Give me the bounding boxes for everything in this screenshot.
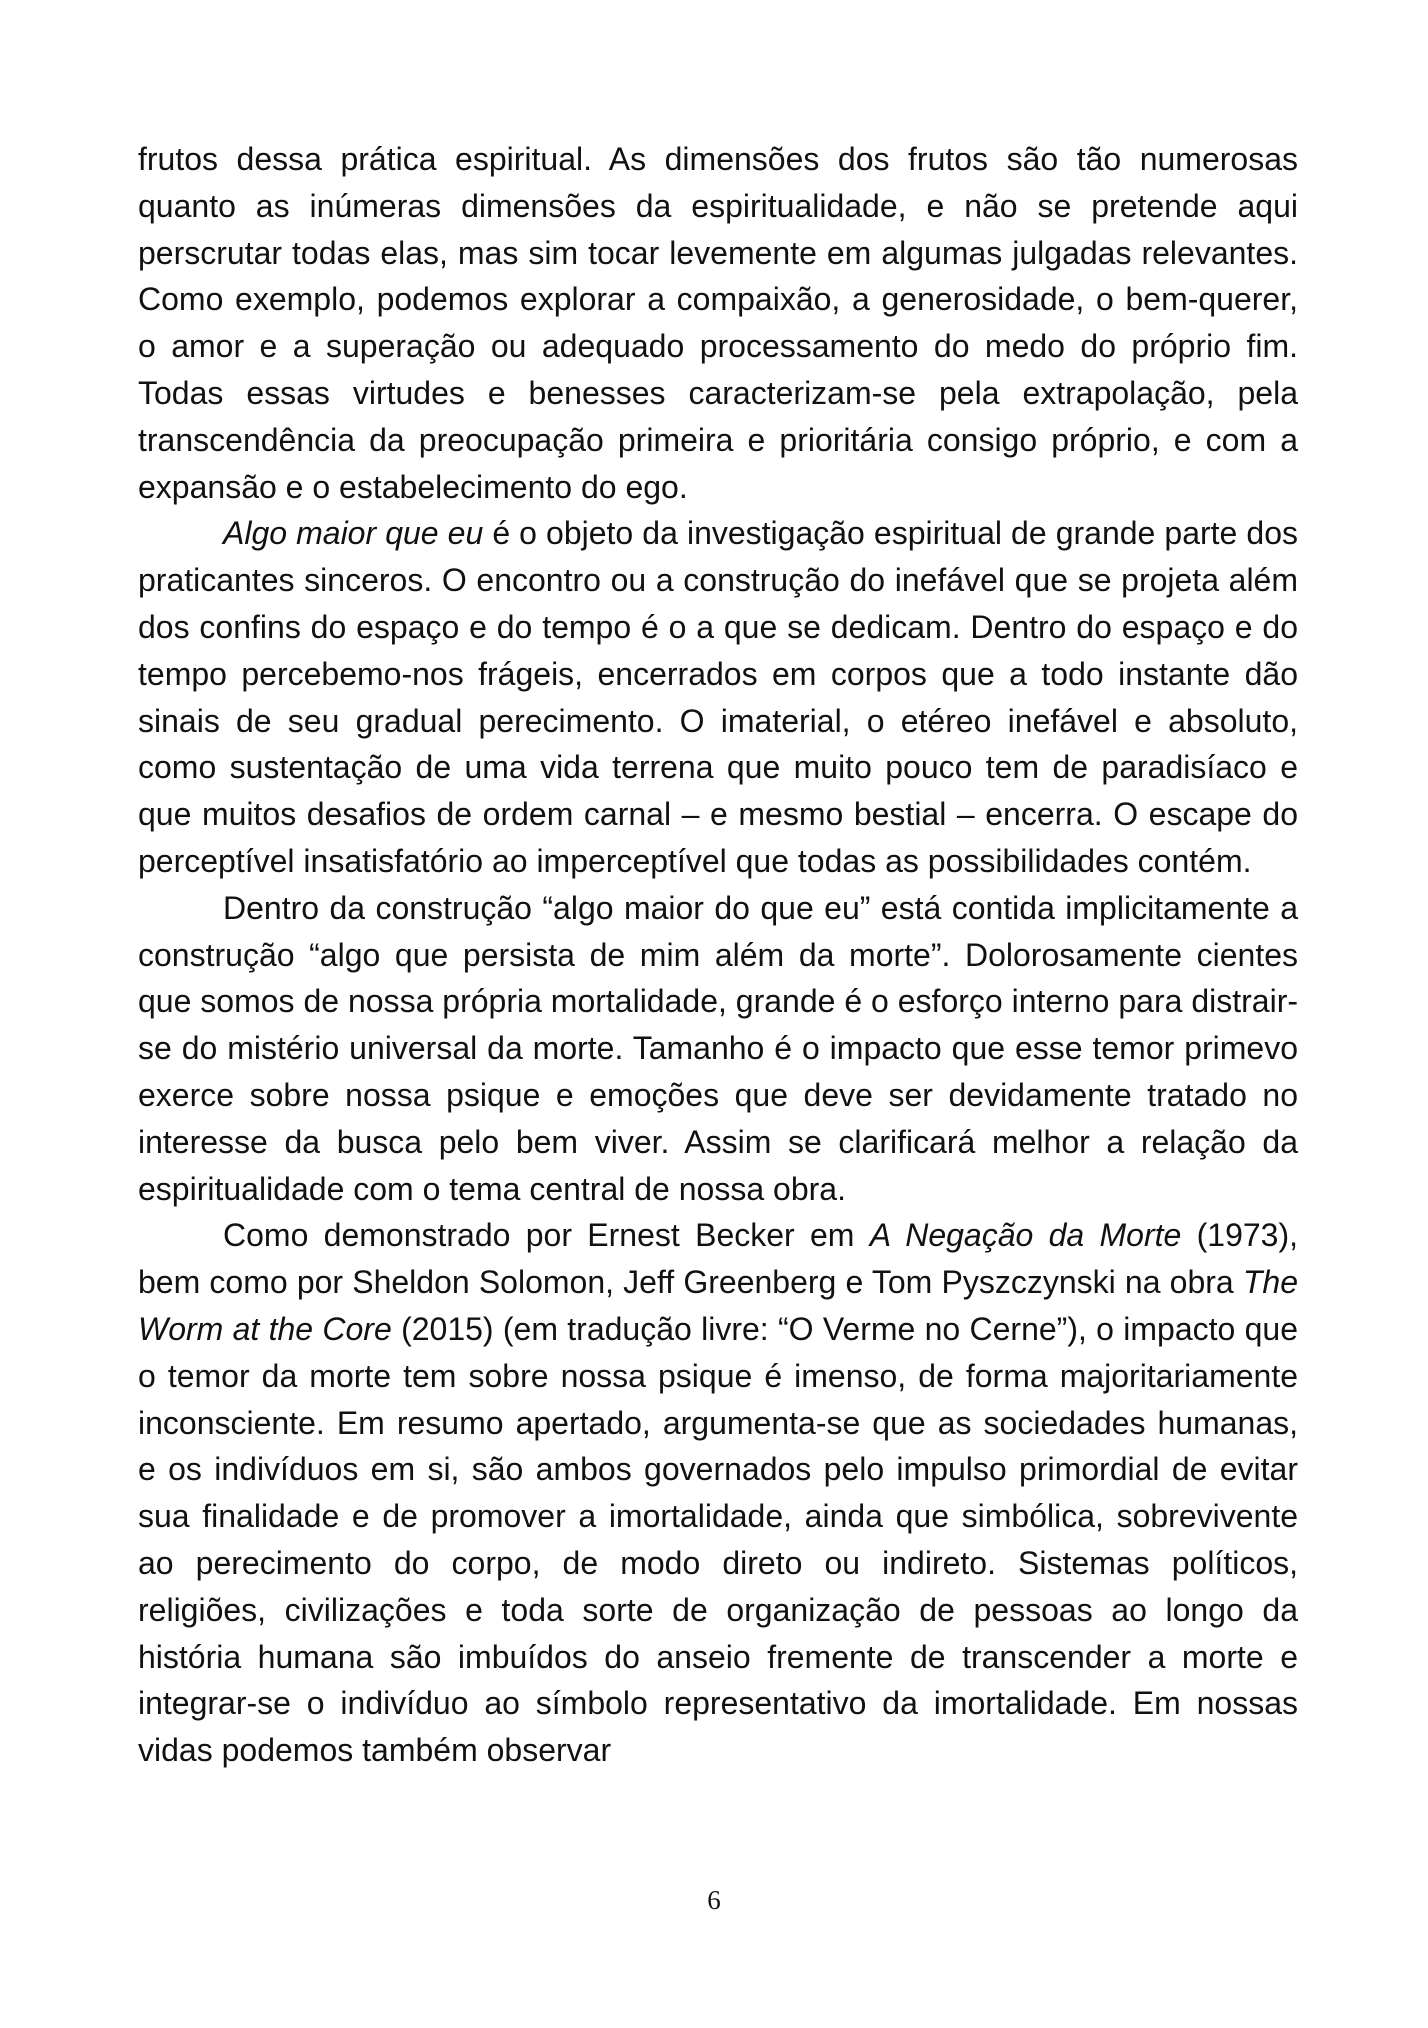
page-number: 6: [707, 1885, 721, 1915]
paragraph-1: [138, 136, 1298, 510]
paragraph-3: [138, 885, 1298, 1213]
paragraph-2-text: é o objeto da investigação espiritual de grande parte dos praticantes sinceros. O encontro ou a construção do inefável que se projeta além dos confins do espaço e do tempo é o a que se dedicam. Dentro do espaço e do tempo percebemo-nos frágeis, encerrados em corpos que a todo instante dão sinais de seu gradual perecimento. O imaterial, o etéreo inefável e absoluto, como sustentação de uma vida terrena que muito pouco tem de paradisíaco e que muitos desafios de ordem carnal – e mesmo bestial – encerra. O escape do perceptível insatisfatório ao imperceptível que todas as possibilidades contém.: [138, 515, 1299, 879]
paragraph-4-text-b: (1973), bem como por Sheldon Solomon, Jeff Greenberg e Tom Pyszczynski na obra: [138, 1217, 1299, 1301]
paragraph-2-emphasis: Algo maior que eu: [223, 515, 484, 552]
paragraph-4-text-a: Como demonstrado por Ernest Becker em: [223, 1217, 870, 1254]
paragraph-2: [138, 510, 1298, 884]
paragraph-4: [138, 1212, 1298, 1774]
book-title-worm-at-the-core: The Worm at the Core: [138, 1264, 1298, 1347]
body-text: [138, 136, 1298, 1774]
paragraph-1-text: frutos dessa prática espiritual. As dimensões dos frutos são tão numerosas quanto as inúmeras dimensões da espiritualidade, e não se pretende aqui perscrutar todas elas, mas sim tocar levemente em algumas julgadas relevantes. Como exemplo, podemos explorar a compaixão, a generosidade, o bem-querer, o amor e a superação ou adequado processamento do medo do próprio fim. Todas essas virtudes e benesses caracterizam-se pela extrapolação, pela transcendência da preocupação primeira e prioritária consigo próprio, e com a expansão e o estabelecimento do ego.: [138, 141, 1298, 505]
paragraph-4-text-c: (2015) (em tradução livre: “O Verme no Cerne”), o impacto que o temor da morte tem sobre nossa psique é imenso, de forma majoritariamente inconsciente. Em resumo apertado, argumenta-se que as sociedades humanas, e os indivíduos em si, são ambos governados pelo impulso primordial de evitar sua finalidade e de promover a imortalidade, ainda que simbólica, sobrevivente ao perecimento do corpo, de modo direto ou indireto. Sistemas políticos, religiões, civilizações e toda sorte de organização de pessoas ao longo da história humana são imbuídos do anseio fremente de transcender a morte e integrar-se o indivíduo ao símbolo representativo da imortalidade. Em nossas vidas podemos também observar: [138, 1310, 1299, 1769]
book-title-negacao-da-morte: A Negação da Morte: [869, 1217, 1182, 1254]
paragraph-3-text: Dentro da construção “algo maior do que eu” está contida implicitamente a construção “algo que persista de mim além da morte”. Dolorosamente cientes que somos de nossa própria mortalidade, grande é o esforço interno para distrair-se do mistério universal da morte. Tamanho é o impacto que esse temor primevo exerce sobre nossa psique e emoções que deve ser devidamente tratado no interesse da busca pelo bem viver. Assim se clarificará melhor a relação da espiritualidade com o tema central de nossa obra.: [138, 889, 1298, 1207]
